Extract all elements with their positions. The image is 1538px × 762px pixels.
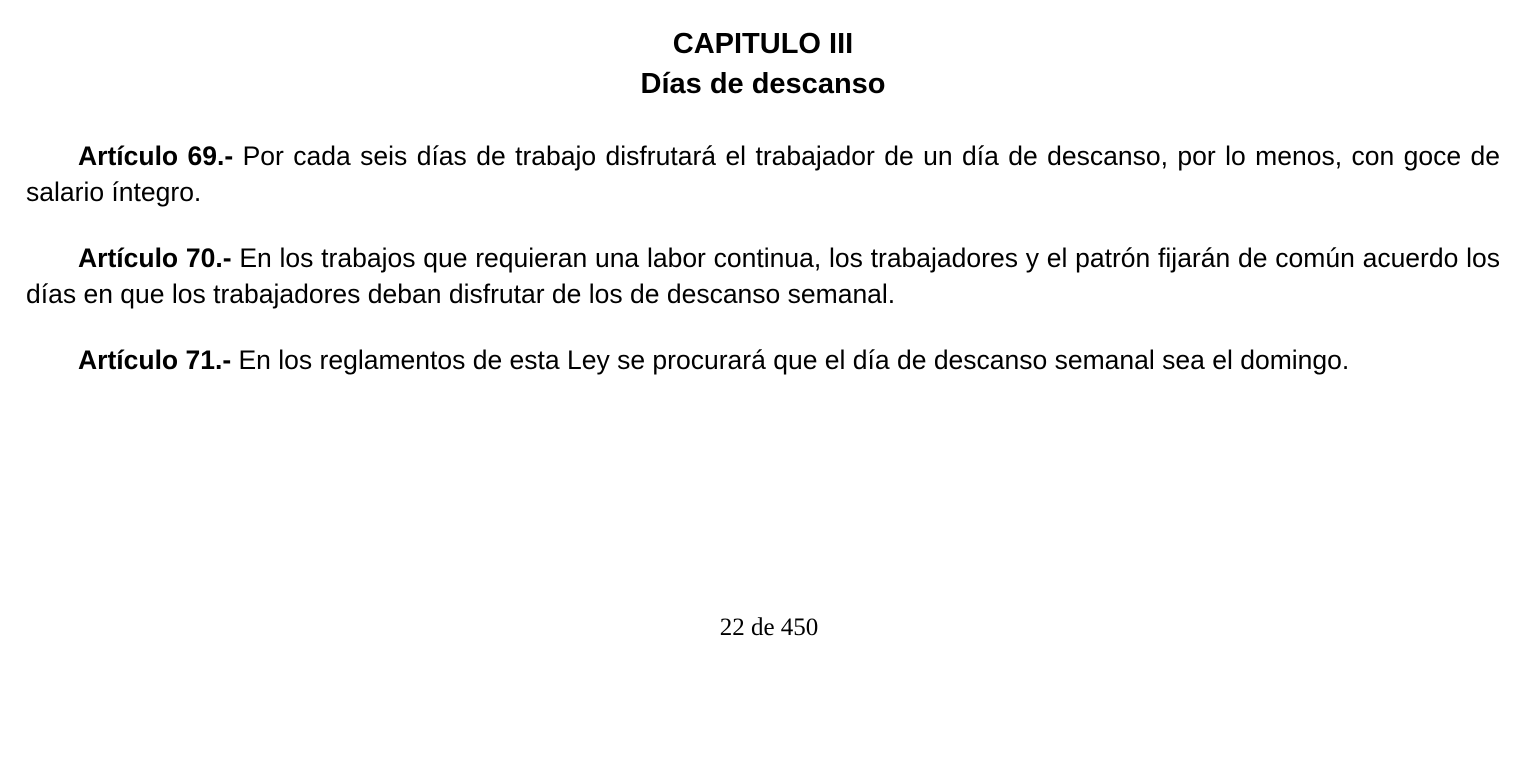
article-text: En los trabajos que requieran una labor continua, los trabajadores y el patrón fijarán de común acuerdo los días en que los trabajadores deban disfrutar de los de descanso semanal. <box>26 243 1500 309</box>
article-label: Artículo 71.- <box>78 345 232 375</box>
chapter-heading: CAPITULO III <box>672 28 854 60</box>
articles-container <box>26 138 1500 378</box>
article-text: Por cada seis días de trabajo disfrutará el trabajador de un día de descanso, por lo menos, con goce de salario íntegro. <box>26 141 1500 207</box>
article-paragraph <box>26 342 1500 378</box>
article-label: Artículo 70.- <box>78 243 232 273</box>
page-number: 22 de 450 <box>719 614 819 641</box>
article-paragraph <box>26 240 1500 312</box>
article-text: En los reglamentos de esta Ley se procurará que el día de descanso semanal sea el domingo. <box>231 345 1350 375</box>
chapter-title: Días de descanso <box>640 68 886 100</box>
article-paragraph <box>26 138 1500 210</box>
article-label: Artículo 69.- <box>78 141 234 171</box>
